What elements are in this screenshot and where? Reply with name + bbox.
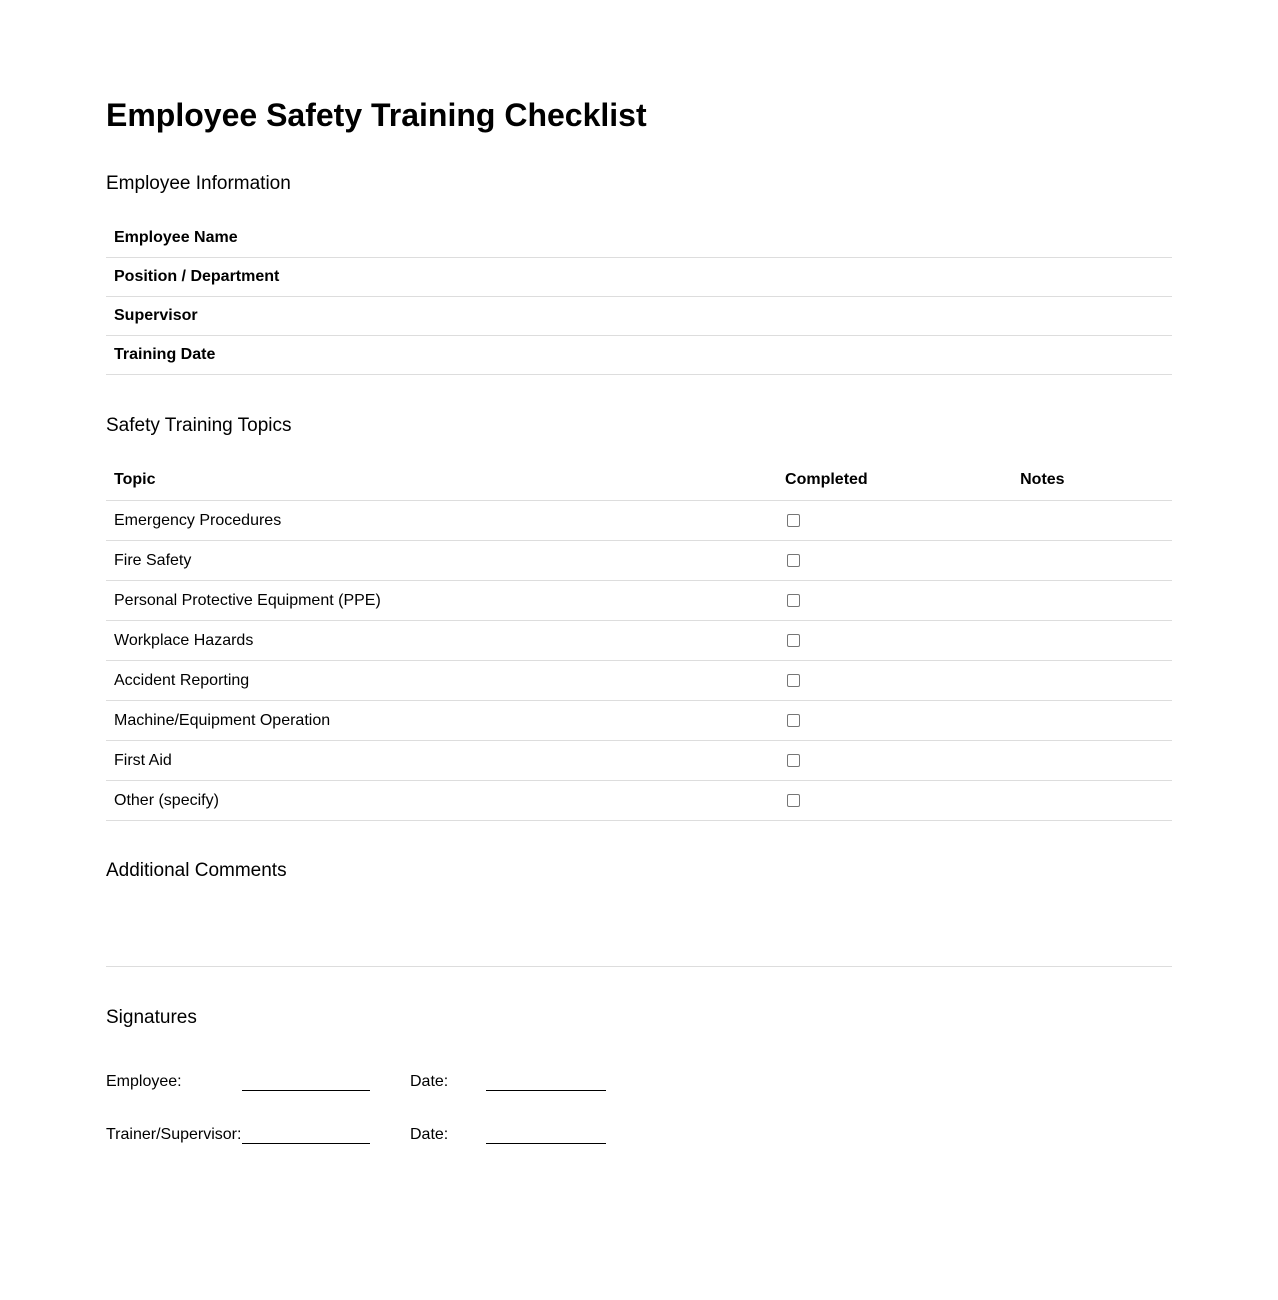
- table-row: [106, 701, 1172, 741]
- completed-cell: [777, 581, 1012, 621]
- completed-cell: [777, 741, 1012, 781]
- info-value[interactable]: [1086, 219, 1172, 258]
- info-row-employee-name: [106, 219, 1172, 258]
- comments-area[interactable]: [106, 898, 1172, 967]
- topic-cell: Accident Reporting: [106, 661, 777, 701]
- trainer-signature-label: Trainer/Supervisor:: [106, 1126, 242, 1143]
- topic-cell: Emergency Procedures: [106, 501, 777, 541]
- employee-info-heading: Employee Information: [106, 173, 291, 194]
- topics-header-row: [106, 460, 1172, 501]
- trainer-signature-line[interactable]: [242, 1143, 370, 1144]
- trainer-date-line[interactable]: [486, 1143, 606, 1144]
- completed-checkbox[interactable]: [787, 554, 800, 567]
- employee-signature-label: Employee:: [106, 1073, 182, 1090]
- completed-cell: [777, 621, 1012, 661]
- completed-cell: [777, 661, 1012, 701]
- notes-cell[interactable]: [1012, 581, 1172, 621]
- completed-checkbox[interactable]: [787, 674, 800, 687]
- notes-cell[interactable]: [1012, 661, 1172, 701]
- info-row-supervisor: [106, 297, 1172, 336]
- info-value[interactable]: [1086, 297, 1172, 336]
- notes-cell[interactable]: [1012, 781, 1172, 821]
- signatures-heading: Signatures: [106, 1007, 197, 1028]
- info-value[interactable]: [1086, 258, 1172, 297]
- completed-cell: [777, 541, 1012, 581]
- table-row: [106, 781, 1172, 821]
- topic-cell: Personal Protective Equipment (PPE): [106, 581, 777, 621]
- info-row-position: [106, 258, 1172, 297]
- employee-date-line[interactable]: [486, 1090, 606, 1091]
- table-row: [106, 621, 1172, 661]
- column-header-completed: Completed: [777, 460, 1012, 501]
- notes-cell[interactable]: [1012, 541, 1172, 581]
- info-label: Supervisor: [106, 297, 1086, 336]
- table-row: [106, 581, 1172, 621]
- completed-cell: [777, 701, 1012, 741]
- info-label: Position / Department: [106, 258, 1086, 297]
- trainer-date-label: Date:: [410, 1126, 449, 1143]
- notes-cell[interactable]: [1012, 701, 1172, 741]
- signature-row-trainer: [106, 1125, 626, 1149]
- completed-checkbox[interactable]: [787, 714, 800, 727]
- info-label: Training Date: [106, 336, 1086, 375]
- topic-cell: First Aid: [106, 741, 777, 781]
- table-row: [106, 661, 1172, 701]
- info-row-training-date: [106, 336, 1172, 375]
- table-row: [106, 541, 1172, 581]
- completed-checkbox[interactable]: [787, 634, 800, 647]
- info-value[interactable]: [1086, 336, 1172, 375]
- table-row: [106, 741, 1172, 781]
- topics-table: [106, 460, 1172, 821]
- notes-cell[interactable]: [1012, 741, 1172, 781]
- topic-cell: Workplace Hazards: [106, 621, 777, 661]
- employee-signature-line[interactable]: [242, 1090, 370, 1091]
- column-header-topic: Topic: [106, 460, 777, 501]
- column-header-notes: Notes: [1012, 460, 1172, 501]
- completed-checkbox[interactable]: [787, 754, 800, 767]
- page-title: Employee Safety Training Checklist: [106, 97, 647, 133]
- topic-cell: Fire Safety: [106, 541, 777, 581]
- topic-cell: Other (specify): [106, 781, 777, 821]
- info-label: Employee Name: [106, 219, 1086, 258]
- notes-cell[interactable]: [1012, 501, 1172, 541]
- topics-heading: Safety Training Topics: [106, 415, 292, 436]
- signature-row-employee: [106, 1072, 626, 1096]
- completed-cell: [777, 781, 1012, 821]
- employee-date-label: Date:: [410, 1073, 449, 1090]
- completed-checkbox[interactable]: [787, 514, 800, 527]
- table-row: [106, 501, 1172, 541]
- notes-cell[interactable]: [1012, 621, 1172, 661]
- employee-info-table: [106, 219, 1172, 375]
- comments-heading: Additional Comments: [106, 860, 287, 881]
- completed-checkbox[interactable]: [787, 594, 800, 607]
- completed-cell: [777, 501, 1012, 541]
- completed-checkbox[interactable]: [787, 794, 800, 807]
- topic-cell: Machine/Equipment Operation: [106, 701, 777, 741]
